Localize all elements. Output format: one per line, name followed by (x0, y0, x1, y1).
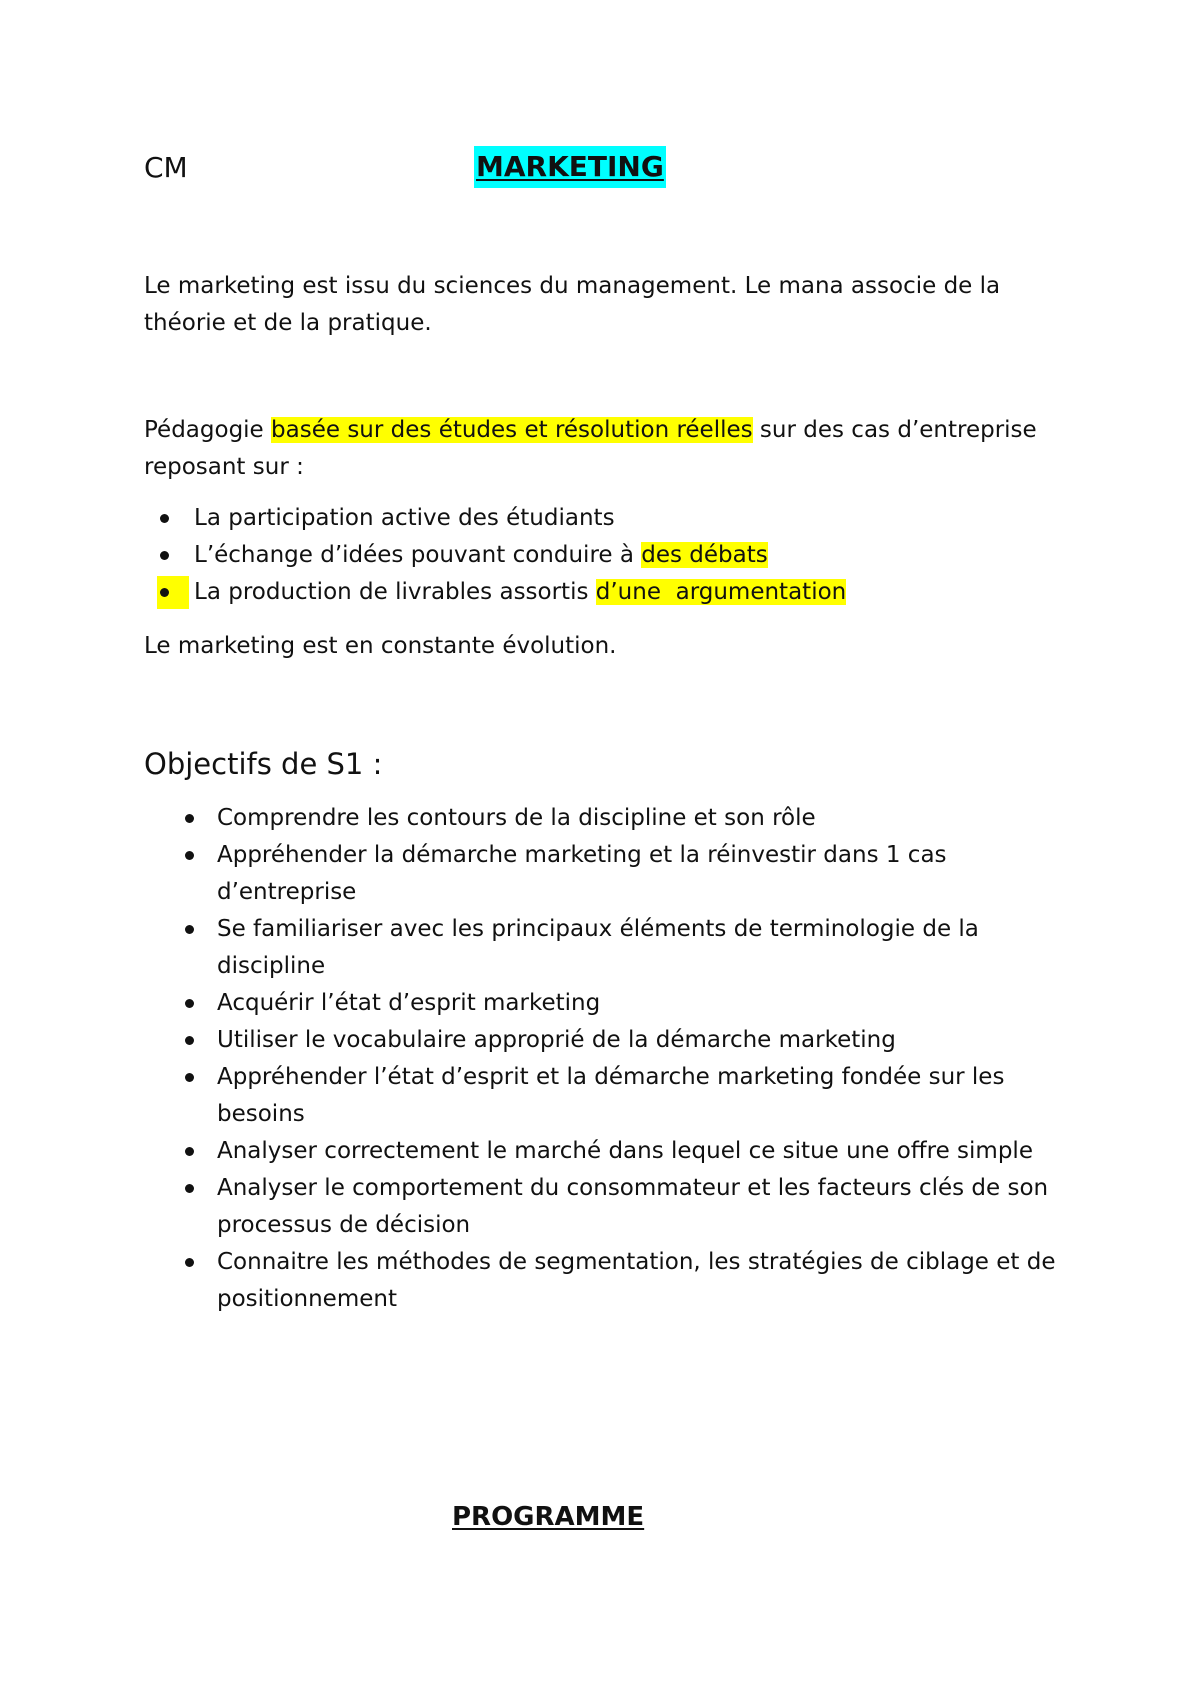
list-item-highlight: des débats (641, 542, 768, 568)
list-item-text: La production de livrables assortis (194, 579, 596, 605)
list-item-text: Se familiariser avec les principaux éléments de terminologie de la discipline (217, 916, 979, 979)
programme-title: PROGRAMME (452, 1502, 645, 1532)
list-item (170, 1244, 1070, 1318)
pedagogy-suffix: sur des cas d’entreprise reposant sur : (144, 417, 1037, 480)
list-item-text: Comprendre les contours de la discipline et son rôle (217, 805, 816, 831)
bullet-icon (185, 814, 194, 823)
bullet-icon (160, 551, 169, 560)
pedagogy-list (144, 500, 846, 611)
list-item (170, 1170, 1070, 1244)
intro-paragraph: Le marketing est issu du sciences du management. Le mana associe de la théorie et de la pratique. (144, 273, 1001, 336)
list-item-text: Appréhender l’état d’esprit et la démarche marketing fondée sur les besoins (217, 1064, 1005, 1127)
list-item-text: La participation active des étudiants (194, 505, 615, 531)
bullet-icon (185, 851, 194, 860)
pedagogy-prefix: Pédagogie (144, 417, 272, 443)
bullet-icon (160, 514, 169, 523)
header-cm-label: CM (144, 151, 188, 184)
bullet-icon (185, 1073, 194, 1082)
list-item-text: Utiliser le vocabulaire approprié de la démarche marketing (217, 1027, 896, 1053)
bullet-icon (185, 999, 194, 1008)
list-item-text: L’échange d’idées pouvant conduire à (194, 542, 642, 568)
list-item-text: Acquérir l’état d’esprit marketing (217, 990, 601, 1016)
list-item-text: Appréhender la démarche marketing et la réinvestir dans 1 cas d’entreprise (217, 842, 947, 905)
pedagogy-paragraph (144, 412, 1044, 486)
list-item-highlight: d’une argumentation (595, 579, 847, 605)
list-item (144, 500, 846, 537)
objectives-heading: Objectifs de S1 : (144, 747, 383, 781)
list-item (170, 1059, 1070, 1133)
list-item (170, 800, 1070, 837)
list-item (170, 1022, 1070, 1059)
list-item (170, 985, 1070, 1022)
list-item-text: Connaitre les méthodes de segmentation, les stratégies de ciblage et de positionnement (217, 1249, 1056, 1312)
evolution-sentence: Le marketing est en constante évolution. (144, 633, 617, 659)
pedagogy-highlight: basée sur des études et résolution réelles (271, 417, 753, 443)
list-item (170, 911, 1070, 985)
list-item (170, 1133, 1070, 1170)
list-item (170, 837, 1070, 911)
bullet-icon (185, 1147, 194, 1156)
document-title: MARKETING (474, 146, 666, 188)
bullet-icon (185, 1036, 194, 1045)
list-item (144, 537, 846, 574)
list-item-text: Analyser correctement le marché dans lequel ce situe une offre simple (217, 1138, 1033, 1164)
list-item (144, 574, 846, 611)
objectives-list (170, 800, 1070, 1318)
bullet-icon (185, 1184, 194, 1193)
bullet-icon (185, 925, 194, 934)
bullet-icon (160, 588, 169, 597)
bullet-icon (185, 1258, 194, 1267)
list-item-text: Analyser le comportement du consommateur et les facteurs clés de son processus de décision (217, 1175, 1049, 1238)
